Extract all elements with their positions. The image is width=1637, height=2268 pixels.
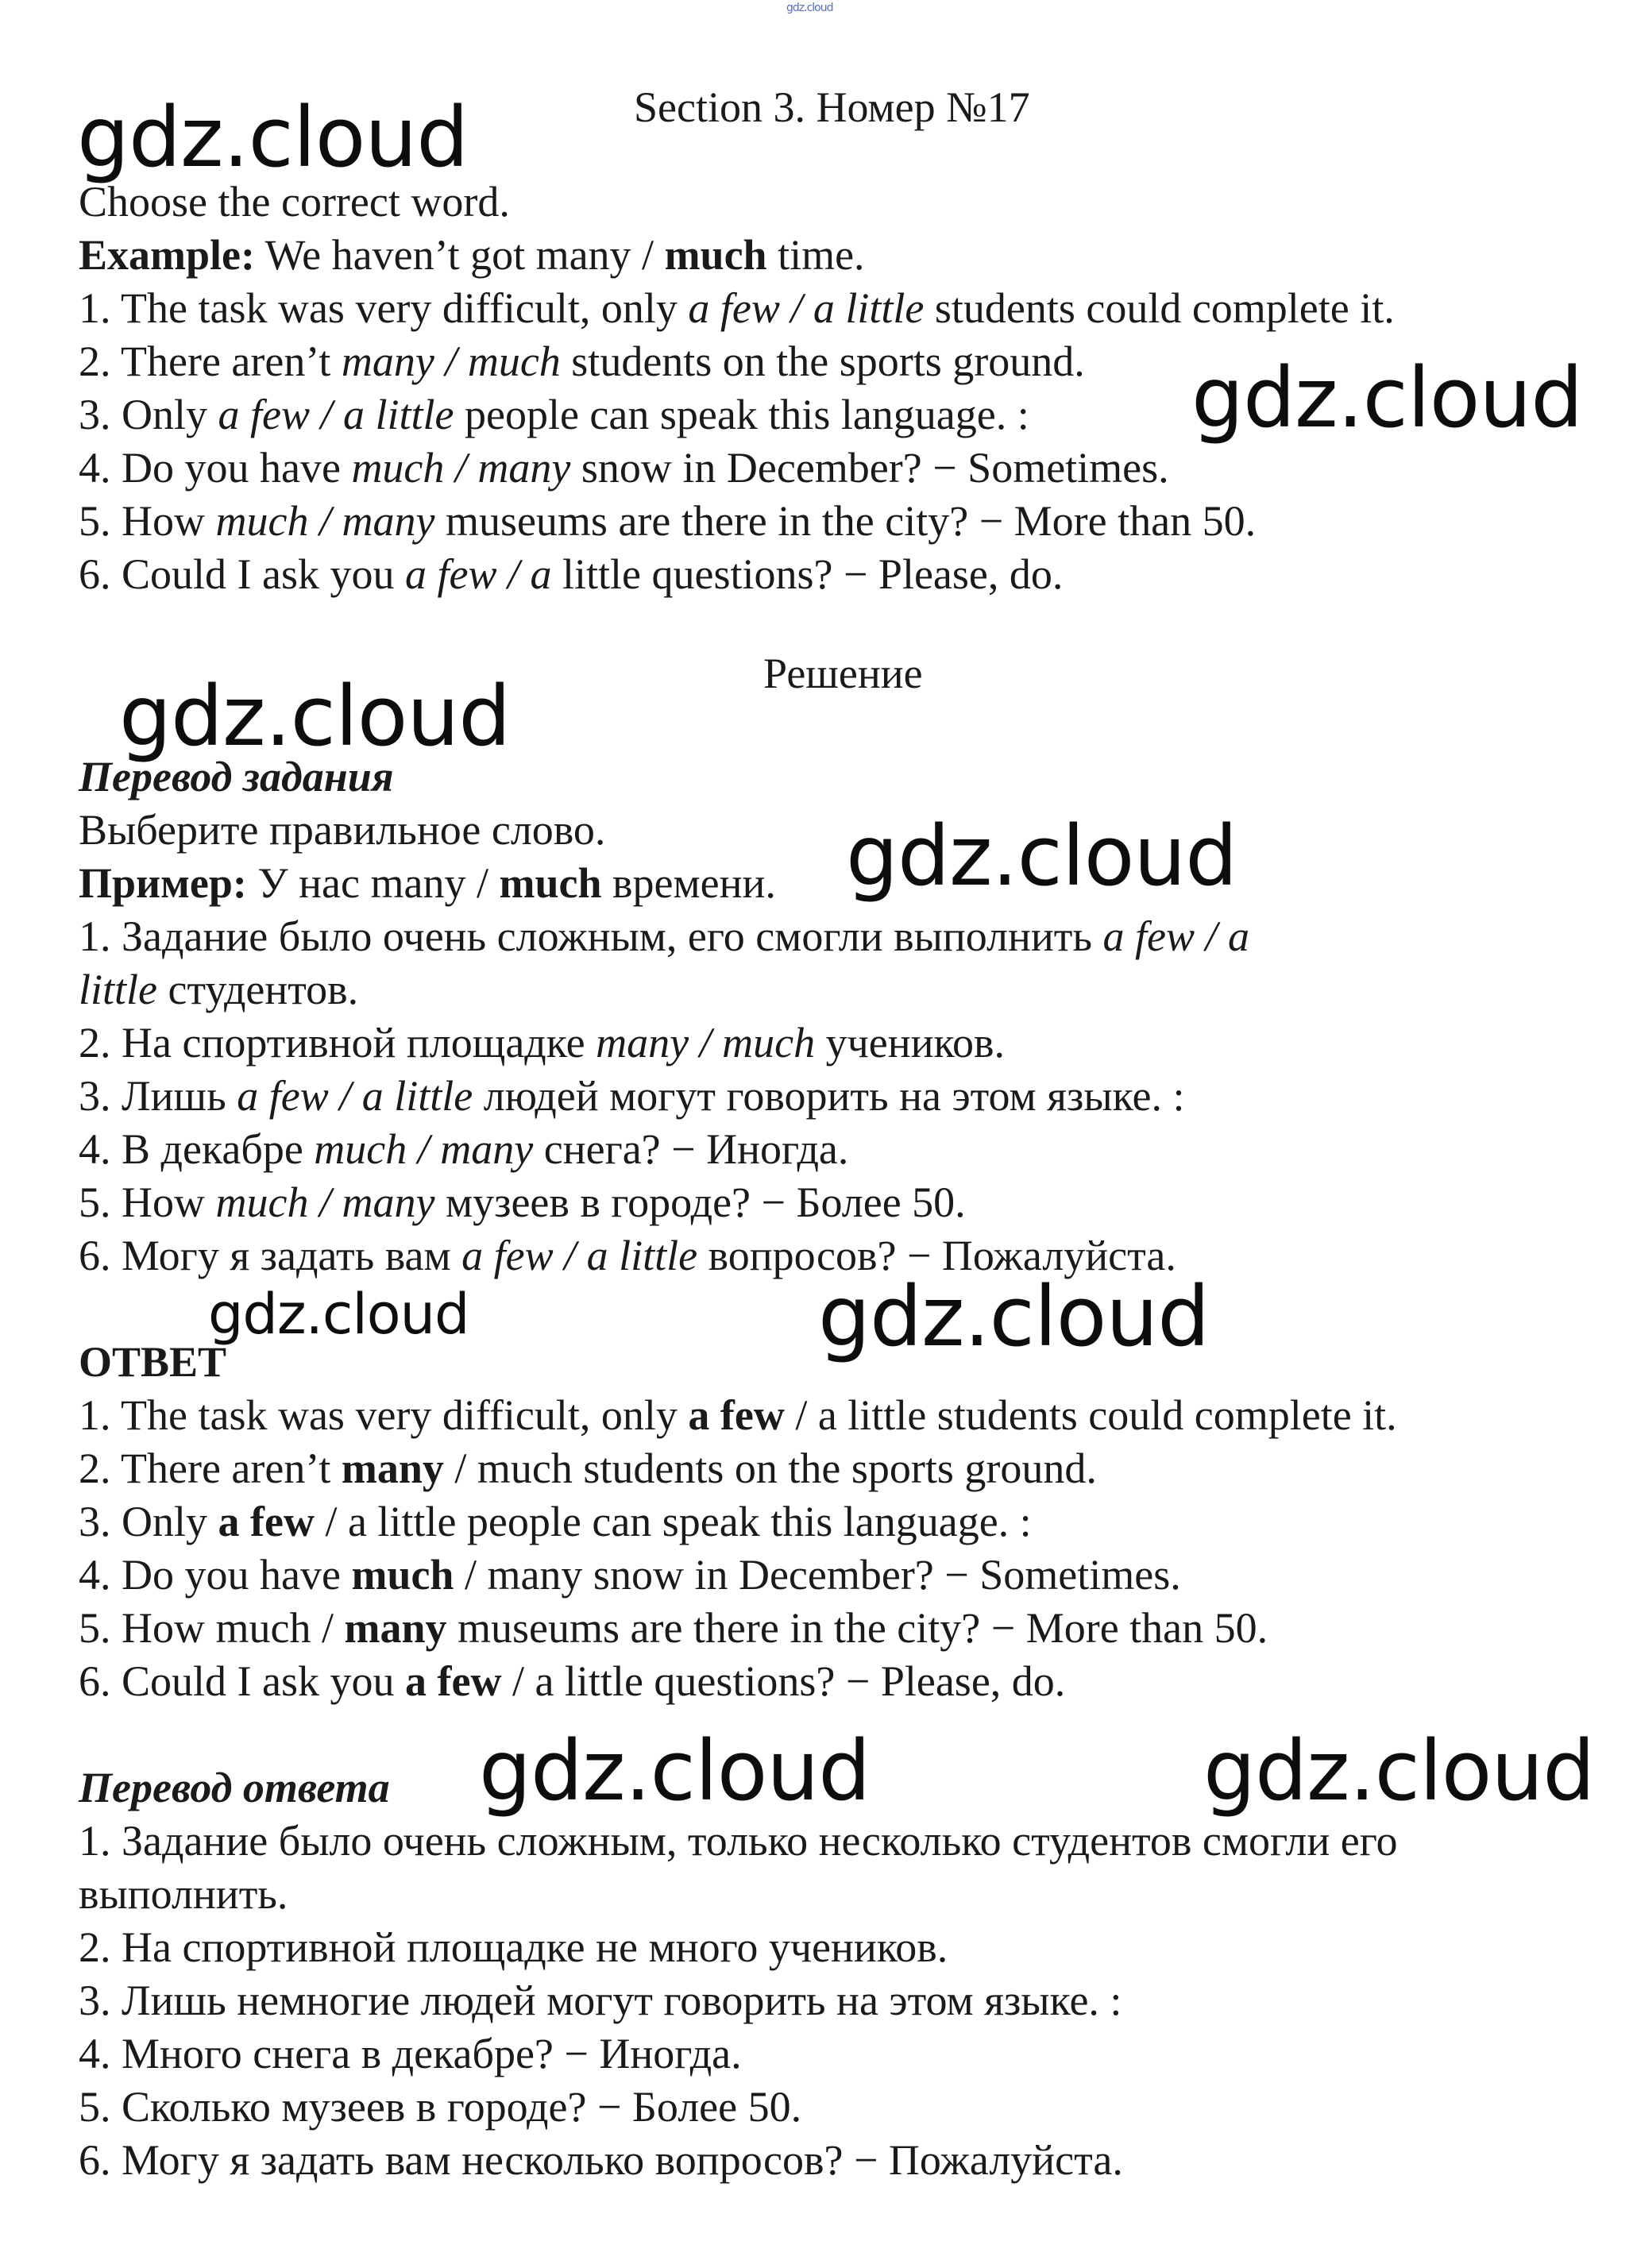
item-text: 6. Could I ask you (79, 550, 405, 598)
task-item (79, 282, 1395, 334)
answer-translation-line: 3. Лишь немногие людей могут говорить на этом языке. : (79, 1977, 1122, 2024)
watermark-logo: gdz.cloud (208, 1282, 469, 1347)
task-example (79, 229, 865, 281)
item-text: 1. The task was very difficult, only (79, 1391, 689, 1439)
task-item (79, 442, 1169, 494)
item-text: 1. Задание было очень сложным, его смогли выполнить (79, 912, 1103, 960)
item-text: 3. Only (79, 1498, 218, 1545)
item-options: much / many (215, 497, 435, 545)
item-text: / much students on the sports ground. (443, 1444, 1097, 1492)
item-text: / a little students could complete it. (784, 1391, 1397, 1439)
example-label: Example: (79, 231, 255, 279)
item-text: людей могут говорить на этом языке. : (473, 1072, 1185, 1120)
example-answer: much (499, 859, 602, 907)
item-text: / a little people can speak this language. : (314, 1498, 1032, 1545)
answer-translation-line: выполнить. (79, 1870, 288, 1918)
item-text: 4. Do you have (79, 1551, 352, 1599)
item-text: музеев в городе? − Более 50. (434, 1178, 966, 1226)
example-label: Пример: (79, 859, 247, 907)
answer-item (79, 1602, 1268, 1654)
page-title: Section 3. Номер №17 (634, 83, 1030, 131)
item-text: 2. На спортивной площадке (79, 1019, 597, 1066)
example-post: time. (766, 231, 865, 279)
item-answer: a few (218, 1498, 315, 1545)
item-text: снега? − Иногда. (533, 1125, 849, 1173)
item-options: much / many (215, 1178, 435, 1226)
answer-heading: ОТВЕТ (79, 1338, 227, 1386)
item-options: many / much (341, 338, 561, 385)
watermark-logo: gdz.cloud (1203, 1722, 1595, 1819)
item-options: little (79, 966, 157, 1013)
answer-translation-line: 4. Много снега в декабре? − Иногда. (79, 2030, 742, 2077)
item-text: little questions? − Please, do. (551, 550, 1064, 598)
answer-item (79, 1495, 1032, 1548)
task-item (79, 335, 1085, 388)
item-answer: a few (405, 1657, 502, 1705)
watermark-tiny: gdz.cloud (786, 2, 833, 14)
item-text: учеников. (815, 1019, 1005, 1066)
watermark-logo: gdz.cloud (846, 808, 1237, 904)
item-answer: many (341, 1444, 444, 1492)
item-text: 5. How (79, 1178, 216, 1226)
translation-item (79, 1016, 1005, 1069)
item-text: 3. Only (79, 391, 218, 438)
item-options: much / many (351, 444, 571, 492)
task-item (79, 388, 1029, 441)
item-answer: much (351, 1551, 454, 1599)
item-options: a few / a (1102, 912, 1250, 960)
answer-item (79, 1389, 1397, 1441)
answer-item (79, 1549, 1181, 1601)
item-options: a few / a little (461, 1232, 698, 1279)
translation-item (79, 910, 1249, 962)
item-text: 2. There aren’t (79, 338, 342, 385)
item-text: museums are there in the city? − More than 50. (446, 1604, 1268, 1652)
answer-translation-line: 1. Задание было очень сложным, только несколько студентов смогли его (79, 1817, 1398, 1865)
task-instruction: Choose the correct word. (79, 178, 510, 226)
item-text: 6. Могу я задать вам (79, 1232, 462, 1279)
item-answer: many (344, 1604, 447, 1652)
item-text: 6. Could I ask you (79, 1657, 405, 1705)
item-text: 1. The task was very difficult, only (79, 284, 689, 332)
item-text: 2. There aren’t (79, 1444, 342, 1492)
translation-item (79, 1176, 966, 1228)
item-text: students on the sports ground. (560, 338, 1085, 385)
item-text: 4. В декабре (79, 1125, 315, 1173)
task-item (79, 548, 1063, 600)
answer-translation-line: 6. Могу я задать вам несколько вопросов? − Пожалуйста. (79, 2136, 1123, 2184)
item-text: museums are there in the city? − More than 50. (434, 497, 1257, 545)
item-text: 5. How much / (79, 1604, 345, 1652)
translation-example (79, 857, 776, 909)
item-text: people can speak this language. : (454, 391, 1029, 438)
item-text: / a little questions? − Please, do. (501, 1657, 1066, 1705)
item-text: / many snow in December? − Sometimes. (454, 1551, 1181, 1599)
translation-instruction: Выберите правильное слово. (79, 806, 606, 854)
watermark-logo: gdz.cloud (77, 89, 469, 186)
translation-item-cont (79, 963, 358, 1016)
item-text: students could complete it. (924, 284, 1395, 332)
item-options: a few / a little (218, 391, 454, 438)
watermark-logo: gdz.cloud (818, 1268, 1210, 1365)
answer-translation-heading: Перевод ответа (79, 1764, 390, 1811)
watermark-logo: gdz.cloud (479, 1722, 871, 1819)
item-text: 5. How (79, 497, 216, 545)
translation-item (79, 1123, 848, 1175)
item-text: 4. Do you have (79, 444, 352, 492)
item-options: much / many (314, 1125, 534, 1173)
item-options: many / much (596, 1019, 816, 1066)
answer-translation-line: 2. На спортивной площадке не много учеников. (79, 1923, 948, 1971)
example-pre: У нас many / (246, 859, 500, 907)
solution-title: Решение (763, 650, 923, 697)
translation-item (79, 1070, 1184, 1122)
example-answer: much (664, 231, 767, 279)
task-item (79, 495, 1256, 547)
item-options: a few / a little (237, 1072, 473, 1120)
translation-item (79, 1229, 1176, 1282)
example-post: времени. (601, 859, 776, 907)
answer-translation-line: 5. Сколько музеев в городе? − Более 50. (79, 2083, 802, 2131)
item-options: a few / a little (688, 284, 925, 332)
item-answer: a few (688, 1391, 785, 1439)
example-pre: We haven’t got many / (255, 231, 665, 279)
item-text: вопросов? − Пожалуйста. (697, 1232, 1176, 1279)
item-text: 3. Лишь (79, 1072, 237, 1120)
answer-item (79, 1655, 1065, 1707)
answer-item (79, 1442, 1097, 1495)
item-text: snow in December? − Sometimes. (570, 444, 1169, 492)
item-text: студентов. (156, 966, 359, 1013)
watermark-logo: gdz.cloud (1191, 349, 1583, 446)
watermark-logo: gdz.cloud (119, 668, 511, 765)
item-options: a few / a (405, 550, 552, 598)
translation-heading: Перевод задания (79, 753, 394, 800)
